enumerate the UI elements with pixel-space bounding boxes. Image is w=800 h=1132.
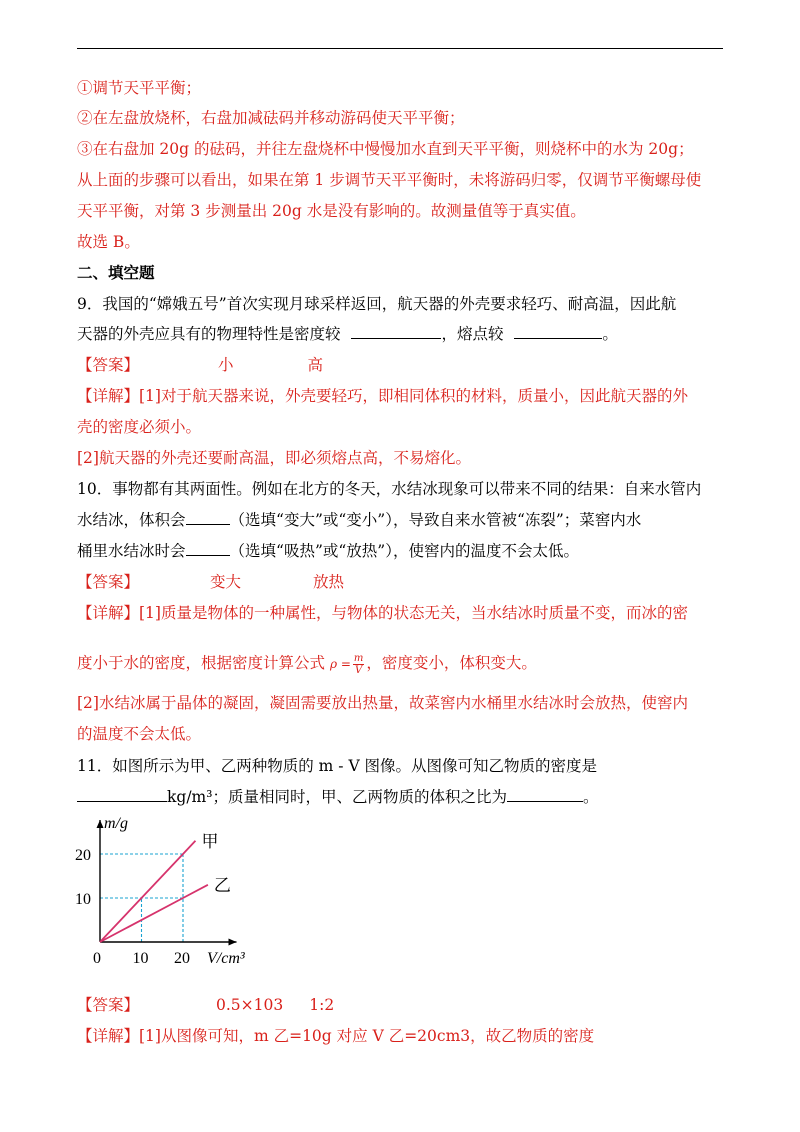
q10-detail-4: 的温度不会太低。 bbox=[77, 725, 202, 743]
q10-detail-2-tail: ，密度变小，体积变大。 bbox=[366, 654, 537, 672]
q10-blank-2 bbox=[186, 539, 230, 556]
q11-detail-1: 【详解】[1]从图像可知，m 乙=10g 对应 V 乙=20cm3，故乙物质的密度 bbox=[77, 1027, 595, 1045]
q9-detail-3: [2]航天器的外壳还要耐高温，即必须熔点高，不易熔化。 bbox=[77, 449, 471, 467]
y-tick-label: 10 bbox=[75, 891, 91, 908]
q9-blank-2 bbox=[514, 322, 602, 339]
q11-line-2 bbox=[77, 785, 598, 809]
x-tick-label: 20 bbox=[174, 950, 190, 967]
x-tick-label: 10 bbox=[132, 950, 149, 967]
q10-line-1: 10．事物都有其两面性。例如在北方的冬天，水结冰现象可以带来不同的结果：自来水管内 bbox=[77, 480, 702, 498]
x-axis-label: V/cm³ bbox=[207, 950, 245, 967]
q10-answer bbox=[77, 570, 344, 594]
q9-detail-1: 【详解】[1]对于航天器来说，外壳要轻巧，即相同体积的材料，质量小，因此航天器的外 bbox=[77, 387, 688, 405]
step-1: ①调节天平平衡； bbox=[77, 79, 202, 97]
m-v-chart bbox=[70, 812, 290, 972]
density-formula bbox=[353, 653, 364, 676]
series-line bbox=[100, 841, 195, 942]
q10-detail-2 bbox=[77, 648, 537, 679]
series-label: 甲 bbox=[201, 831, 219, 851]
q11-line-1: 11．如图所示为甲、乙两种物质的 m - V 图像。从图像可知乙物质的密度是 bbox=[77, 757, 598, 775]
q9-line-2 bbox=[77, 322, 618, 346]
answer-label: 【答案】 bbox=[77, 996, 140, 1014]
y-axis-arrow bbox=[97, 820, 104, 828]
q11-text-b: 。 bbox=[582, 788, 599, 806]
y-tick-label: 20 bbox=[75, 847, 91, 864]
q10-detail-2-text: 度小于水的密度，根据密度计算公式 bbox=[77, 654, 326, 672]
answer-value: 1:2 bbox=[309, 996, 335, 1014]
q10-detail-3: [2]水结冰属于晶体的凝固，凝固需要放出热量，故菜窖内水桶里水结冰时会放热，使窖内 bbox=[77, 694, 688, 712]
answer-value: 高 bbox=[307, 356, 324, 374]
q10-detail-1: 【详解】[1]质量是物体的一种属性，与物体的状态无关，当水结冰时质量不变，而冰的密 bbox=[77, 604, 688, 622]
q10-text-b: （选填“变大”或“变小”），导致自来水管被“冻裂”；菜窖内水 bbox=[229, 511, 642, 529]
step-3: ③在右盘加 20g 的砝码，并往左盘烧杯中慢慢加水直到天平平衡，则烧杯中的水为 20g； bbox=[77, 140, 694, 158]
answer-label: 【答案】 bbox=[77, 573, 140, 591]
q11-blank-2 bbox=[507, 785, 583, 802]
explanation-line-1: 从上面的步骤可以看出，如果在第 1 步调节天平平衡时，未将游码归零，仅调节平衡螺母使 bbox=[77, 171, 702, 189]
y-axis-label: m/g bbox=[104, 815, 128, 832]
answer-value: 变大 bbox=[210, 573, 242, 591]
q10-line-2 bbox=[77, 508, 641, 532]
header-rule bbox=[77, 48, 723, 49]
formula-lhs: ρ = bbox=[329, 657, 351, 671]
q10-blank-1 bbox=[186, 508, 230, 525]
step-2: ②在左盘放烧杯，右盘加减砝码并移动游码使天平平衡； bbox=[77, 109, 465, 127]
x-tick-label: 0 bbox=[93, 950, 101, 967]
formula-denominator: V bbox=[355, 664, 363, 676]
q11-text-a: kg/m³；质量相同时，甲、乙两物质的体积之比为 bbox=[167, 788, 507, 806]
series-label: 乙 bbox=[213, 875, 231, 895]
x-axis-arrow bbox=[229, 939, 237, 946]
series-line bbox=[100, 885, 208, 942]
q9-line-1: 9．我国的“嫦娥五号”首次实现月球采样返回，航天器的外壳要求轻巧、耐高温，因此航 bbox=[77, 295, 677, 313]
q10-text-d: （选填“吸热”或“放热”），使窖内的温度不会太低。 bbox=[229, 542, 579, 560]
q9-text-b: ，熔点较 bbox=[441, 325, 504, 343]
answer-label: 【答案】 bbox=[77, 356, 140, 374]
q9-blank-1 bbox=[351, 322, 441, 339]
q9-text-c: 。 bbox=[602, 325, 618, 343]
formula-numerator: m bbox=[353, 652, 364, 664]
explanation-line-2: 天平平衡，对第 3 步测量出 20g 水是没有影响的。故测量值等于真实值。 bbox=[77, 202, 586, 220]
answer-value: 小 bbox=[218, 356, 234, 374]
q10-line-3 bbox=[77, 539, 579, 563]
answer-value: 0.5×103 bbox=[216, 996, 284, 1014]
q11-blank-1 bbox=[77, 785, 167, 802]
section-heading: 二、填空题 bbox=[77, 263, 155, 282]
q9-text-a: 天器的外壳应具有的物理特性是密度较 bbox=[77, 325, 341, 343]
q10-text-a: 水结冰，体积会 bbox=[77, 511, 186, 529]
conclusion: 故选 B。 bbox=[77, 233, 140, 251]
answer-value: 放热 bbox=[313, 573, 345, 591]
q10-text-c: 桶里水结冰时会 bbox=[77, 542, 186, 560]
q11-answer bbox=[77, 993, 334, 1017]
q9-detail-2: 壳的密度必须小。 bbox=[77, 418, 202, 436]
q9-answer bbox=[77, 353, 323, 377]
